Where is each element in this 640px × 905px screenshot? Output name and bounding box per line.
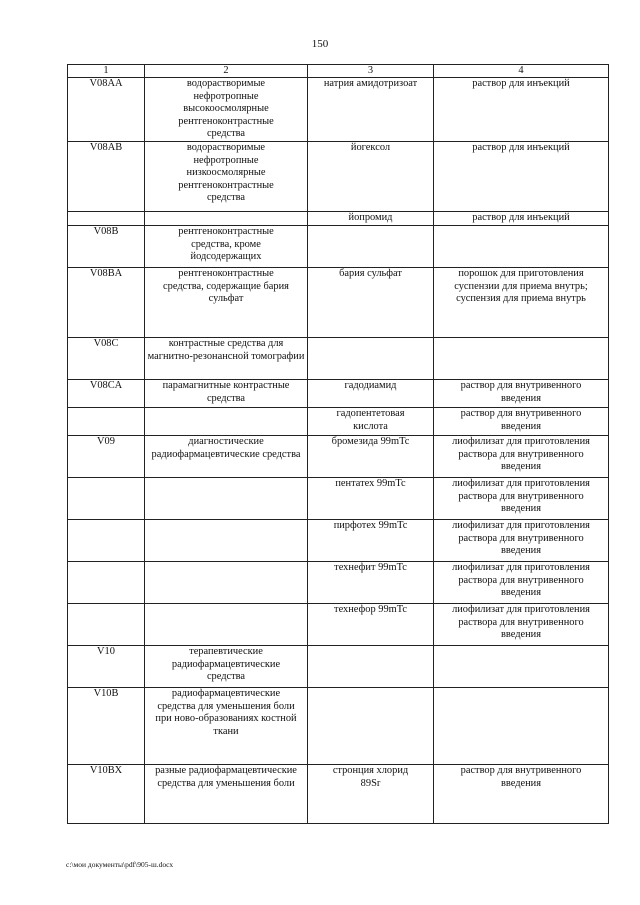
table-row xyxy=(68,337,609,379)
group-name: рентгеноконтрастные средства, кроме йодсодержащих xyxy=(145,225,308,267)
group-name: парамагнитные контрастные средства xyxy=(145,379,308,407)
dosage-form: лиофилизат для приготовления раствора для внутривенного введения xyxy=(434,435,609,477)
group-name xyxy=(145,603,308,645)
dosage-form: раствор для внутривенного введения xyxy=(434,407,609,435)
dosage-form: раствор для инъекций xyxy=(434,211,609,225)
header-cell: 3 xyxy=(308,65,434,78)
table-row xyxy=(68,379,609,407)
drug-name: технефор 99mTc xyxy=(308,603,434,645)
table-row xyxy=(68,477,609,519)
header-cell: 1 xyxy=(68,65,145,78)
drug-name: йогексол xyxy=(308,141,434,211)
group-name: разные радиофармацевтические средства для уменьшения боли xyxy=(145,764,308,823)
drug-name: пентатех 99mTc xyxy=(308,477,434,519)
drug-name: гадодиамид xyxy=(308,379,434,407)
drug-name: йопромид xyxy=(308,211,434,225)
atc-code xyxy=(68,211,145,225)
drug-name: пирфотех 99mTc xyxy=(308,519,434,561)
dosage-form: лиофилизат для приготовления раствора для внутривенного введения xyxy=(434,519,609,561)
atc-code: V10 xyxy=(68,645,145,687)
table-row xyxy=(68,519,609,561)
table-row xyxy=(68,561,609,603)
group-name: водорастворимые нефротропные высокоосмолярные рентгеноконтрастные средства xyxy=(145,78,308,142)
dosage-form: лиофилизат для приготовления раствора для внутривенного введения xyxy=(434,477,609,519)
dosage-form: раствор для инъекций xyxy=(434,78,609,142)
atc-code xyxy=(68,407,145,435)
table-row xyxy=(68,764,609,823)
drug-name: технефит 99mTc xyxy=(308,561,434,603)
table-row xyxy=(68,78,609,142)
table-row xyxy=(68,407,609,435)
dosage-form xyxy=(434,225,609,267)
group-name: рентгеноконтрастные средства, содержащие бария сульфат xyxy=(145,267,308,337)
dosage-form xyxy=(434,645,609,687)
table-row xyxy=(68,645,609,687)
header-cell: 4 xyxy=(434,65,609,78)
document-path-footer: c:\мои документы\pdf\905-ш.docx xyxy=(66,860,174,869)
table-row xyxy=(68,267,609,337)
atc-code: V08C xyxy=(68,337,145,379)
drug-name xyxy=(308,645,434,687)
group-name xyxy=(145,561,308,603)
group-name xyxy=(145,211,308,225)
table-row xyxy=(68,435,609,477)
dosage-form: раствор для внутривенного введения xyxy=(434,764,609,823)
atc-code xyxy=(68,603,145,645)
dosage-form xyxy=(434,337,609,379)
table-row xyxy=(68,141,609,211)
group-name: водорастворимые нефротропные низкоосмолярные рентгеноконтрастные средства xyxy=(145,141,308,211)
atc-code: V08B xyxy=(68,225,145,267)
group-name: терапевтические радиофармацевтические средства xyxy=(145,645,308,687)
dosage-form: порошок для приготовления суспензии для приема внутрь; суспензия для приема внутрь xyxy=(434,267,609,337)
atc-code xyxy=(68,561,145,603)
atc-code: V10B xyxy=(68,687,145,764)
dosage-form xyxy=(434,687,609,764)
drug-name: бромезида 99mTc xyxy=(308,435,434,477)
group-name xyxy=(145,407,308,435)
atc-code: V08AB xyxy=(68,141,145,211)
dosage-form: раствор для внутривенного введения xyxy=(434,379,609,407)
group-name xyxy=(145,519,308,561)
atc-code xyxy=(68,519,145,561)
atc-code: V09 xyxy=(68,435,145,477)
dosage-form: лиофилизат для приготовления раствора для внутривенного введения xyxy=(434,561,609,603)
drug-name: натрия амидотризоат xyxy=(308,78,434,142)
group-name: диагностические радиофармацевтические средства xyxy=(145,435,308,477)
dosage-form: раствор для инъекций xyxy=(434,141,609,211)
drug-name: стронция хлорид 89Sr xyxy=(308,764,434,823)
drug-name: гадопентетовая кислота xyxy=(308,407,434,435)
page-number: 150 xyxy=(311,38,329,50)
atc-code: V08BA xyxy=(68,267,145,337)
table-row xyxy=(68,687,609,764)
header-row xyxy=(68,65,609,78)
drug-name xyxy=(308,337,434,379)
table-row xyxy=(68,603,609,645)
drug-name xyxy=(308,687,434,764)
drug-name xyxy=(308,225,434,267)
drug-table xyxy=(67,64,609,824)
dosage-form: лиофилизат для приготовления раствора для внутривенного введения xyxy=(434,603,609,645)
drug-name: бария сульфат xyxy=(308,267,434,337)
group-name xyxy=(145,477,308,519)
atc-code xyxy=(68,477,145,519)
group-name: радиофармацевтические средства для уменьшения боли при ново-образованиях костной ткани xyxy=(145,687,308,764)
atc-code: V08CA xyxy=(68,379,145,407)
group-name: контрастные средства для магнитно-резонансной томографии xyxy=(145,337,308,379)
atc-code: V08AA xyxy=(68,78,145,142)
table-row xyxy=(68,225,609,267)
header-cell: 2 xyxy=(145,65,308,78)
atc-code: V10BX xyxy=(68,764,145,823)
table-row xyxy=(68,211,609,225)
